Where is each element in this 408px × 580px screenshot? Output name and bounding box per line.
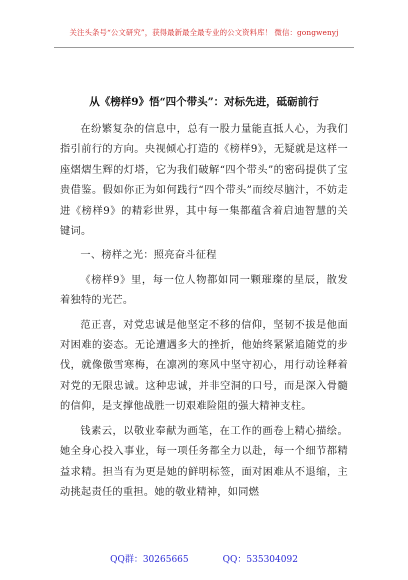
document-title: 从《榜样9》悟“四个带头”：对标先进，砥砺前行 — [89, 96, 319, 108]
header-banner: 关注头条号“公文研究”，获得最新最全最专业的公文资料库！ 微信：gongwenyj — [69, 28, 339, 37]
paragraph-intro: 在纷繁复杂的信息中，总有一股力量能直抵人心，为我们指引前行的方向。央视倾心打造的《榜样9》，无疑就是这样一座熠熠生辉的灯塔，它为我们破解“四个带头”的密码提供了宝贵借鉴。假如你正为如何践行“四个带头”而绞尽脑汁，不妨走进《榜样9》的精彩世界，其中每一集都蕴含着启迪智慧的关键词。 — [60, 124, 348, 238]
footer-qq-group: QQ群：30265665 — [110, 555, 189, 565]
paragraph-section-intro: 《榜样9》里，每一位人物都如同一颗璀璨的星辰，散发着独特的光芒。 — [60, 274, 348, 307]
paragraph-qian-suyun: 钱素云，以敬业奉献为画笔，在工作的画卷上精心描绘。她全身心投入事业，每一项任务都全力以赴，每一个细节都精益求精。担当有为更是她的鲜明标签，面对困难从不退缩，主动挑起责任的重担。她的敬业精神，如同燃 — [60, 425, 348, 498]
document-body — [60, 120, 348, 507]
paragraph-fan-zhengxi: 范正喜，对党忠诚是他坚定不移的信仰，坚韧不拔是他面对困难的姿态。无论遭遇多大的挫折，他始终紧紧追随党的步伐，就像傲雪寒梅，在凛冽的寒风中坚守初心，用行动诠释着对党的无限忠诚。这种忠诚，并非空洞的口号，而是深入骨髓的信仰，是支撑他战胜一切艰难险阻的强大精神支柱。 — [60, 319, 348, 413]
header-divider — [54, 47, 354, 48]
footer-contact — [0, 552, 408, 565]
section-heading: 一、榜样之光：照亮奋斗征程 — [80, 250, 217, 262]
footer-qq: QQ：535304092 — [222, 555, 298, 565]
